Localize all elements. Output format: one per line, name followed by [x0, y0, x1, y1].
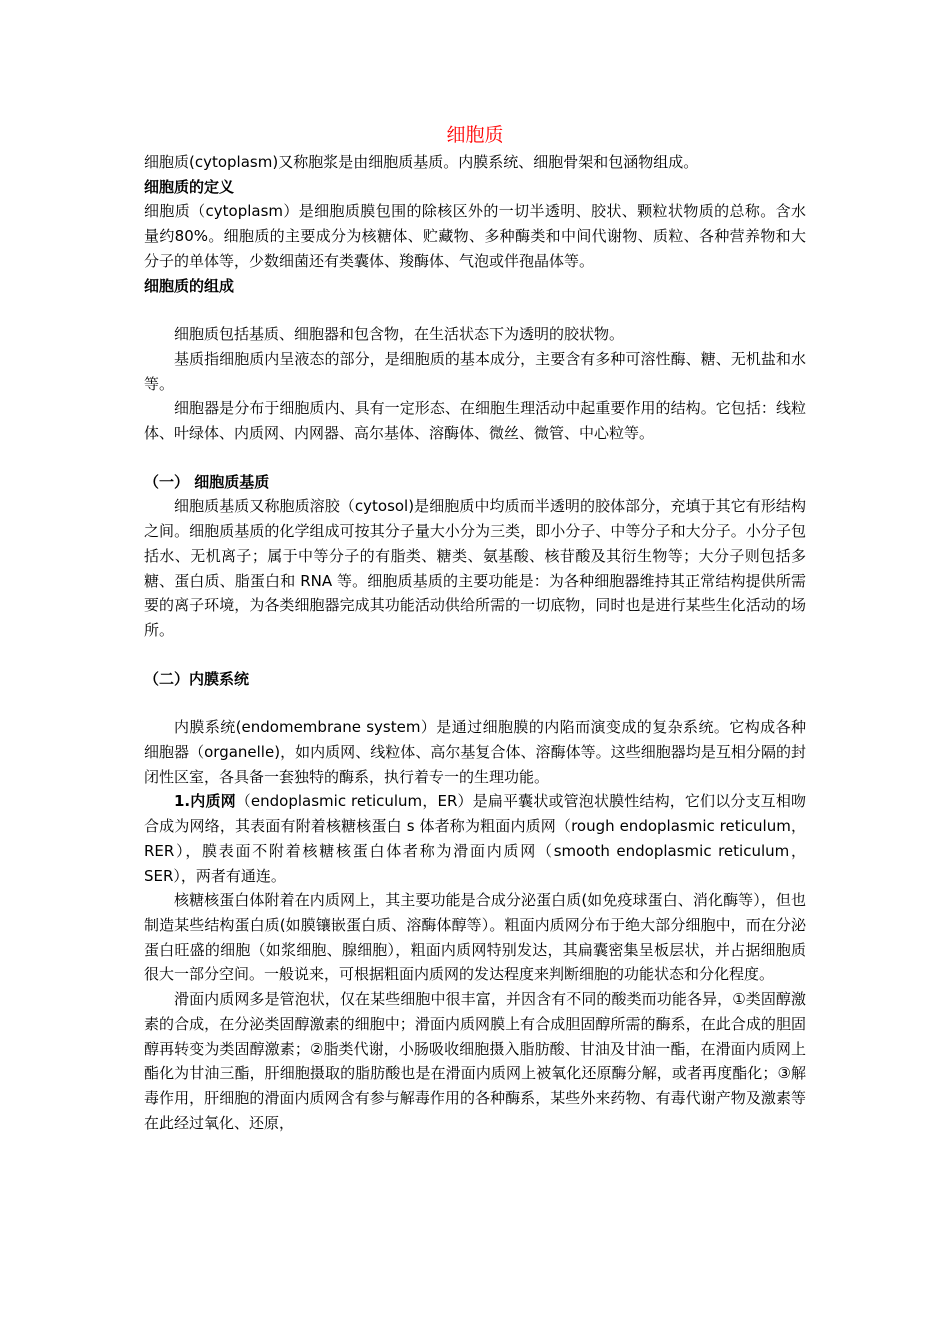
composition-paragraph-1: 细胞质包括基质、细胞器和包含物，在生活状态下为透明的胶状物。	[174, 325, 625, 344]
document-body	[144, 122, 806, 1135]
er-text: （endoplasmic reticulum，ER）是扁平囊状或管泡状膜性结构，它们以分支互相吻合成为网络，其表面有附着核糖核蛋白 s 体者称为粗面内质网（rough endoplasmic reticulum，RER），膜表面不附着核糖核蛋白体者称为滑面内质网（smooth endoplasmic reticulum，SER），两者有通连。	[144, 792, 806, 885]
composition-paragraph-3: 细胞器是分布于细胞质内、具有一定形态、在细胞生理活动中起重要作用的结构。它包括：线粒体、叶绿体、内质网、内网器、高尔基体、溶酶体、微丝、微管、中心粒等。	[144, 399, 806, 443]
spacer	[144, 298, 806, 322]
matrix-paragraph: 细胞质基质又称胞质溶胶（cytosol)是细胞质中均质而半透明的胶体部分，充填于其它有形结构之间。细胞质基质的化学组成可按其分子量大小分为三类，即小分子、中等分子和大分子。小分子包括水、无机离子；属于中等分子的有脂类、糖类、氨基酸、核苷酸及其衍生物等；大分子则包括多糖、蛋白质、脂蛋白和 RNA 等。细胞质基质的主要功能是：为各种细胞器维持其正常结构提供所需要的离子环境，为各类细胞器完成其功能活动供给所需的一切底物，同时也是进行某些生化活动的场所。	[144, 497, 806, 639]
intro-paragraph: 细胞质(cytoplasm)又称胞浆是由细胞质基质。内膜系统、细胞骨架和包涵物组成。	[144, 153, 699, 171]
endomembrane-heading: （二）内膜系统	[144, 669, 250, 688]
ser-paragraph: 滑面内质网多是管泡状，仅在某些细胞中很丰富，并因含有不同的酸类而功能各异，①类固醇激素的合成，在分泌类固醇激素的细胞中；滑面内质网膜上有合成胆固醇所需的酶系，在此合成的胆固醇再转变为类固醇激素；②脂类代谢，小肠吸收细胞摄入脂肪酸、甘油及甘油一酯，在滑面内质网上酯化为甘油三酯，肝细胞摄取的脂肪酸也是在滑面内质网上被氧化还原酶分解，或者再度酯化；③解毒作用，肝细胞的滑面内质网含有参与解毒作用的各种酶系，某些外来药物、有毒代谢产物及激素等在此经过氧化、还原，	[144, 990, 806, 1132]
matrix-heading: （一） 细胞质基质	[144, 472, 270, 491]
spacer	[144, 446, 806, 470]
er-label: 1.内质网	[174, 792, 236, 811]
composition-paragraph-2: 基质指细胞质内呈液态的部分，是细胞质的基本成分，主要含有多种可溶性酶、糖、无机盐和水等。	[144, 349, 806, 393]
spacer	[144, 643, 806, 667]
er-paragraph	[144, 789, 806, 888]
page-title: 细胞质	[446, 124, 504, 146]
ribosome-paragraph: 核糖核蛋白体附着在内质网上，其主要功能是合成分泌蛋白质(如免疫球蛋白、消化酶等），但也制造某些结构蛋白质(如膜镶嵌蛋白质、溶酶体醇等）。粗面内质网分布于绝大部分细胞中，而在分泌蛋白旺盛的细胞（如浆细胞、腺细胞），粗面内质网特别发达，其扁囊密集呈板层状，并占据细胞质很大一部分空间。一般说来，可根据粗面内质网的发达程度来判断细胞的功能状态和分化程度。	[144, 891, 806, 984]
definition-heading: 细胞质的定义	[144, 177, 235, 196]
endomembrane-paragraph-1: 内膜系统(endomembrane system）是通过细胞膜的内陷而演变成的复杂系统。它构成各种细胞器（organelle)，如内质网、线粒体、高尔基复合体、溶酶体等。这些细胞器均是互相分隔的封闭性区室，各具备一套独特的酶系，执行着专一的生理功能。	[144, 718, 806, 786]
definition-paragraph: 细胞质（cytoplasm）是细胞质膜包围的除核区外的一切半透明、胶状、颗粒状物质的总称。含水量约80%。细胞质的主要成分为核糖体、贮藏物、多种酶类和中间代谢物、质粒、各种营养物和大分子的单体等，少数细菌还有类囊体、羧酶体、气泡或伴孢晶体等。	[144, 202, 806, 270]
spacer	[144, 691, 806, 715]
composition-heading: 细胞质的组成	[144, 276, 235, 295]
